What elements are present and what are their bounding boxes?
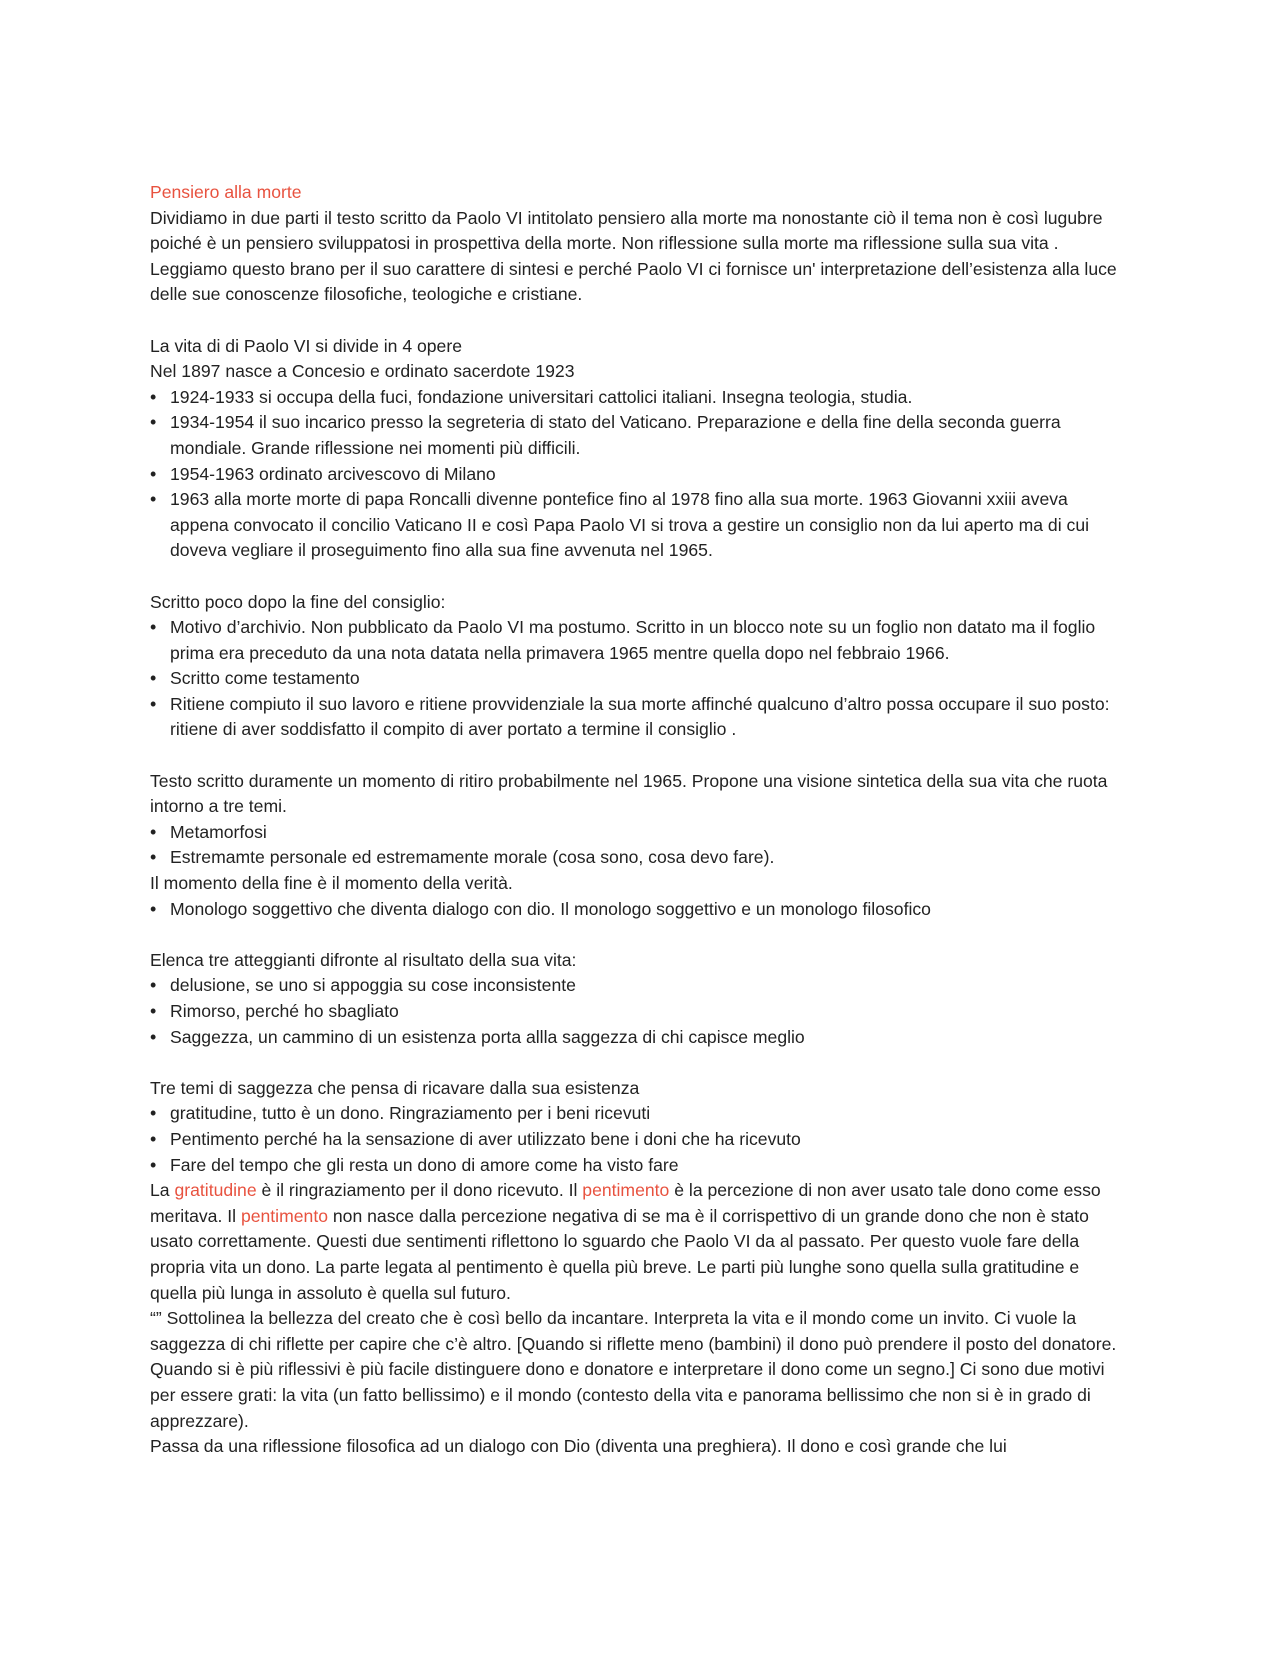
paragraph-gap bbox=[150, 308, 1130, 334]
bullet-list bbox=[150, 1101, 1130, 1178]
paragraph-text: non nasce dalla percezione negativa di se ma è il corrispettivo di un grande dono che non è stato usato correttamente. Questi due sentimenti riflettono lo sguardo che Paolo VI da al passato. Per questo vuole fare della propria vita un dono. La parte legata al pentimento è quella più breve. Le parti più lunghe sono quella sulla gratitudine e quella più lunga in assoluto è quella sul futuro. bbox=[150, 1205, 1089, 1303]
section-subheading: Nel 1897 nasce a Concesio e ordinato sacerdote 1923 bbox=[150, 361, 575, 382]
paragraph: “” Sottolinea la bellezza del creato che è così bello da incantare. Interpreta la vita e il mondo come un invito. Ci vuole la saggezza di chi riflette per capire che c’è altro. [Quando si riflette meno (bambini) il dono può prendere il posto del donatore. Quando si è più riflessivi è più facile distinguere dono e donatore e interpretare il dono come un segno.] Ci sono due motivi per essere grati: la vita (un fatto bellissimo) e il mondo (contesto della vita e panorama bellissimo che non si è in grado di apprezzare). bbox=[150, 1308, 1117, 1431]
bullet-list bbox=[150, 385, 1130, 564]
list-item: • Estremamte personale ed estremamente morale (cosa sono, cosa devo fare). bbox=[150, 845, 1130, 871]
paragraph-gap bbox=[150, 564, 1130, 590]
list-item: • Motivo d’archivio. Non pubblicato da Paolo VI ma postumo. Scritto in un blocco note su un foglio non datato ma il foglio prima era preceduto da una nota datata nella primavera 1965 mentre quella dopo nel febbraio 1966. bbox=[150, 615, 1130, 666]
section-heading: Testo scritto duramente un momento di ritiro probabilmente nel 1965. Propone una visione sintetica della sua vita che ruota intorno a tre temi. bbox=[150, 770, 1108, 817]
list-item: • Pentimento perché ha la sensazione di aver utilizzato bene i doni che ha ricevuto bbox=[150, 1127, 1130, 1153]
section-heading: La vita di di Paolo VI si divide in 4 opere bbox=[150, 335, 462, 356]
list-item: • Rimorso, perché ho sbagliato bbox=[150, 999, 1130, 1025]
highlight-word: pentimento bbox=[240, 1205, 328, 1226]
intro-paragraph: Dividiamo in due parti il testo scritto da Paolo VI intitolato pensiero alla morte ma nonostante ciò il tema non è così lugubre poiché è un pensiero sviluppatosi in prospettiva della morte. Non riflessione sulla morte ma riflessione sulla sua vita . bbox=[150, 207, 1103, 254]
list-item: • gratitudine, tutto è un dono. Ringraziamento per i beni ricevuti bbox=[150, 1101, 1130, 1127]
list-item: • Monologo soggettivo che diventa dialogo con dio. Il monologo soggettivo e un monologo filosofico bbox=[150, 897, 1130, 923]
bullet-list bbox=[150, 973, 1130, 1050]
list-item: • Scritto come testamento bbox=[150, 666, 1130, 692]
section-heading: Tre temi di saggezza che pensa di ricavare dalla sua esistenza bbox=[150, 1077, 640, 1098]
paragraph: Passa da una riflessione filosofica ad un dialogo con Dio (diventa una preghiera). Il dono e così grande che lui bbox=[150, 1436, 1007, 1457]
list-item: • 1963 alla morte morte di papa Roncalli divenne pontefice fino al 1978 fino alla sua morte. 1963 Giovanni xxiii aveva appena convocato il concilio Vaticano II e così Papa Paolo VI si trova a gestire un consiglio non da lui aperto ma di cui doveva vegliare il proseguimento fino alla sua fine avvenuta nel 1965. bbox=[150, 487, 1130, 564]
highlight-word: pentimento bbox=[582, 1180, 670, 1201]
section-heading: Elenca tre atteggianti difronte al risultato della sua vita: bbox=[150, 949, 577, 970]
paragraph: Il momento della fine è il momento della verità. bbox=[150, 873, 513, 894]
paragraph-gap bbox=[150, 743, 1130, 769]
list-item: • Ritiene compiuto il suo lavoro e ritiene provvidenziale la sua morte affinché qualcuno d’altro possa occupare il suo posto: ritiene di aver soddisfatto il compito di aver portato a termine il consiglio . bbox=[150, 692, 1130, 743]
highlight-word: gratitudine bbox=[174, 1180, 257, 1201]
list-item: • Saggezza, un cammino di un esistenza porta allla saggezza di chi capisce meglio bbox=[150, 1025, 1130, 1051]
gratitudine-paragraph bbox=[150, 1178, 1130, 1306]
section-heading: Scritto poco dopo la fine del consiglio: bbox=[150, 591, 446, 612]
bullet-list bbox=[150, 897, 1130, 923]
list-item: • 1934-1954 il suo incarico presso la segreteria di stato del Vaticano. Preparazione e della fine della seconda guerra mondiale. Grande riflessione nei momenti più difficili. bbox=[150, 410, 1130, 461]
paragraph-text: è la percezione di non aver usato tale dono come esso meritava. Il bbox=[150, 1180, 1101, 1226]
bullet-list bbox=[150, 615, 1130, 743]
document-title: Pensiero alla morte bbox=[150, 182, 302, 202]
bullet-list bbox=[150, 820, 1130, 871]
list-item: • Fare del tempo che gli resta un dono di amore come ha visto fare bbox=[150, 1153, 1130, 1179]
list-item: • 1954-1963 ordinato arcivescovo di Milano bbox=[150, 462, 1130, 488]
list-item: • Metamorfosi bbox=[150, 820, 1130, 846]
paragraph-text: La bbox=[150, 1180, 175, 1201]
paragraph-gap bbox=[150, 1050, 1130, 1076]
list-item: • delusione, se uno si appoggia su cose inconsistente bbox=[150, 973, 1130, 999]
paragraph-text: è il ringraziamento per il dono ricevuto. Il bbox=[256, 1180, 583, 1201]
list-item: • 1924-1933 si occupa della fuci, fondazione universitari cattolici italiani. Insegna teologia, studia. bbox=[150, 385, 1130, 411]
intro-paragraph: Leggiamo questo brano per il suo carattere di sintesi e perché Paolo VI ci fornisce un' interpretazione dell’esistenza alla luce delle sue conoscenze filosofiche, teologiche e cristiane. bbox=[150, 258, 1117, 305]
document-body bbox=[150, 180, 1130, 1460]
paragraph-gap bbox=[150, 922, 1130, 948]
